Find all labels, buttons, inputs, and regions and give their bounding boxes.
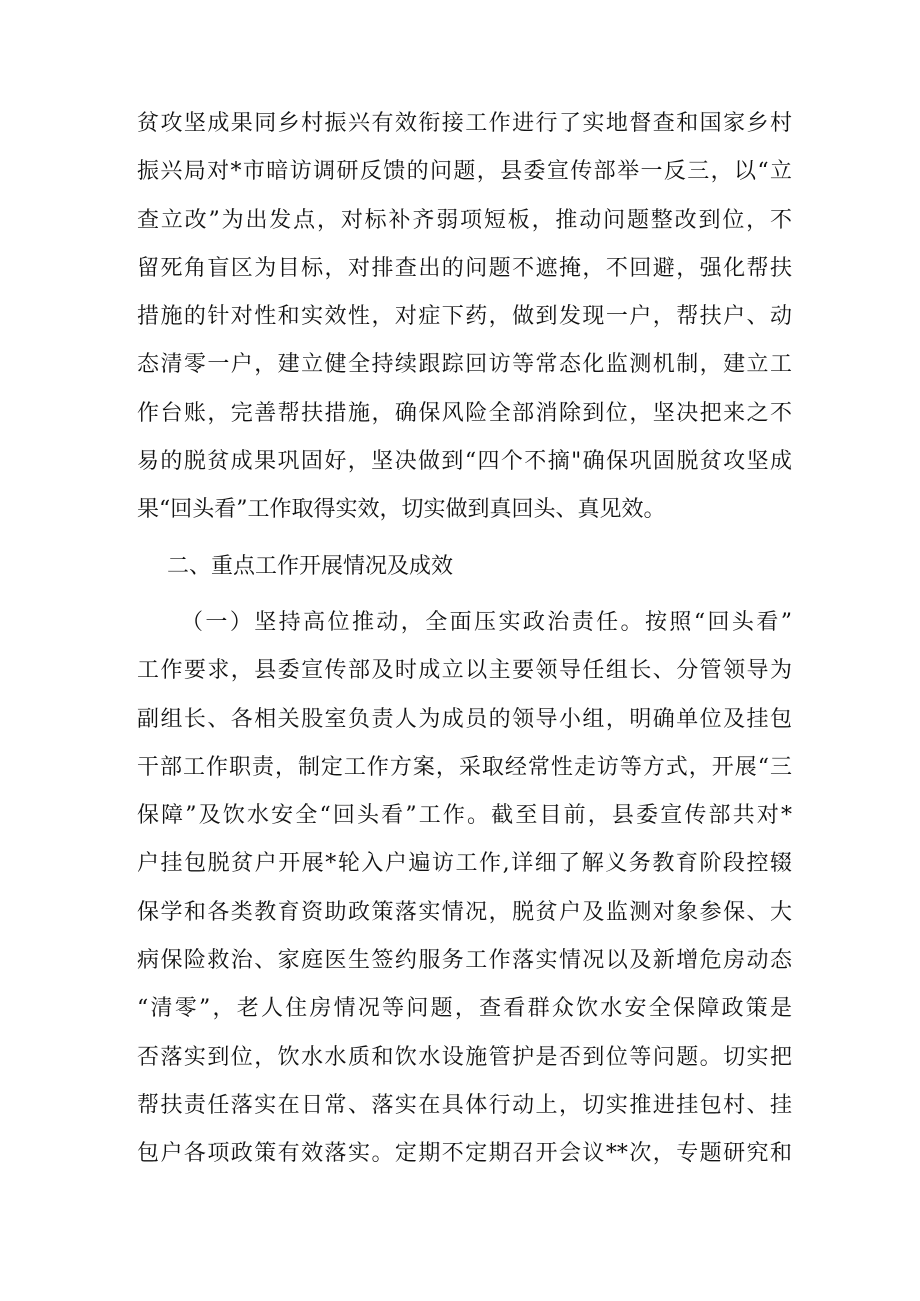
- text-line: 干部工作职责，制定工作方案，采取经常性走访等方式，开展“三: [137, 754, 792, 780]
- text-line: 户挂包脱贫户开展*轮入户遍访工作,详细了解义务教育阶段控辍: [137, 851, 792, 877]
- text-line: 副组长、各相关股室负责人为成员的领导小组，明确单位及挂包: [137, 706, 792, 732]
- text-line: 振兴局对*市暗访调研反馈的问题，县委宣传部举一反三，以“立: [137, 159, 792, 185]
- section-heading: 二、重点工作开展情况及成效: [167, 553, 454, 579]
- paragraph-2: [137, 599, 792, 1179]
- text-line: 保障”及饮水安全“回头看”工作。截至目前，县委宣传部共对*: [137, 803, 792, 829]
- text-line: 作台账，完善帮扶措施，确保风险全部消除到位，坚决把来之不: [137, 400, 792, 426]
- paragraph-1: [137, 100, 792, 535]
- text-line: 帮扶责任落实在日常、落实在具体行动上，切实推进挂包村、挂: [137, 1092, 792, 1118]
- text-line: 保学和各类教育资助政策落实情况，脱贫户及监测对象参保、大: [137, 899, 792, 925]
- text-line: 留死角盲区为目标，对排查出的问题不遮掩，不回避，强化帮扶: [137, 255, 792, 281]
- text-line: 工作要求，县委宣传部及时成立以主要领导任组长、分管领导为: [137, 658, 792, 684]
- text-line: 措施的针对性和实效性，对症下药，做到发现一户，帮扶户、动: [137, 304, 792, 330]
- text-line: 易的脱贫成果巩固好，坚决做到“四个不摘"确保巩固脱贫攻坚成: [137, 449, 792, 475]
- text-line: 果“回头看”工作取得实效，切实做到真回头、真见效。: [137, 497, 666, 523]
- text-line: （一）坚持高位推动，全面压实政治责任。按照“回头看”: [181, 609, 792, 635]
- text-line: “清零”，老人住房情况等问题，查看群众饮水安全保障政策是: [137, 996, 792, 1022]
- text-line: 态清零一户，建立健全持续跟踪回访等常态化监测机制，建立工: [137, 352, 792, 378]
- text-line: 查立改”为出发点，对标补齐弱项短板，推动问题整改到位，不: [137, 207, 792, 233]
- text-line: 病保险救治、家庭医生签约服务工作落实情况以及新增危房动态: [137, 948, 792, 974]
- text-line: 否落实到位，饮水水质和饮水设施管护是否到位等问题。切实把: [137, 1044, 792, 1070]
- text-line: 贫攻坚成果同乡村振兴有效衔接工作进行了实地督查和国家乡村: [137, 111, 792, 136]
- text-line: 包户各项政策有效落实。定期不定期召开会议**次，专题研究和: [137, 1141, 792, 1167]
